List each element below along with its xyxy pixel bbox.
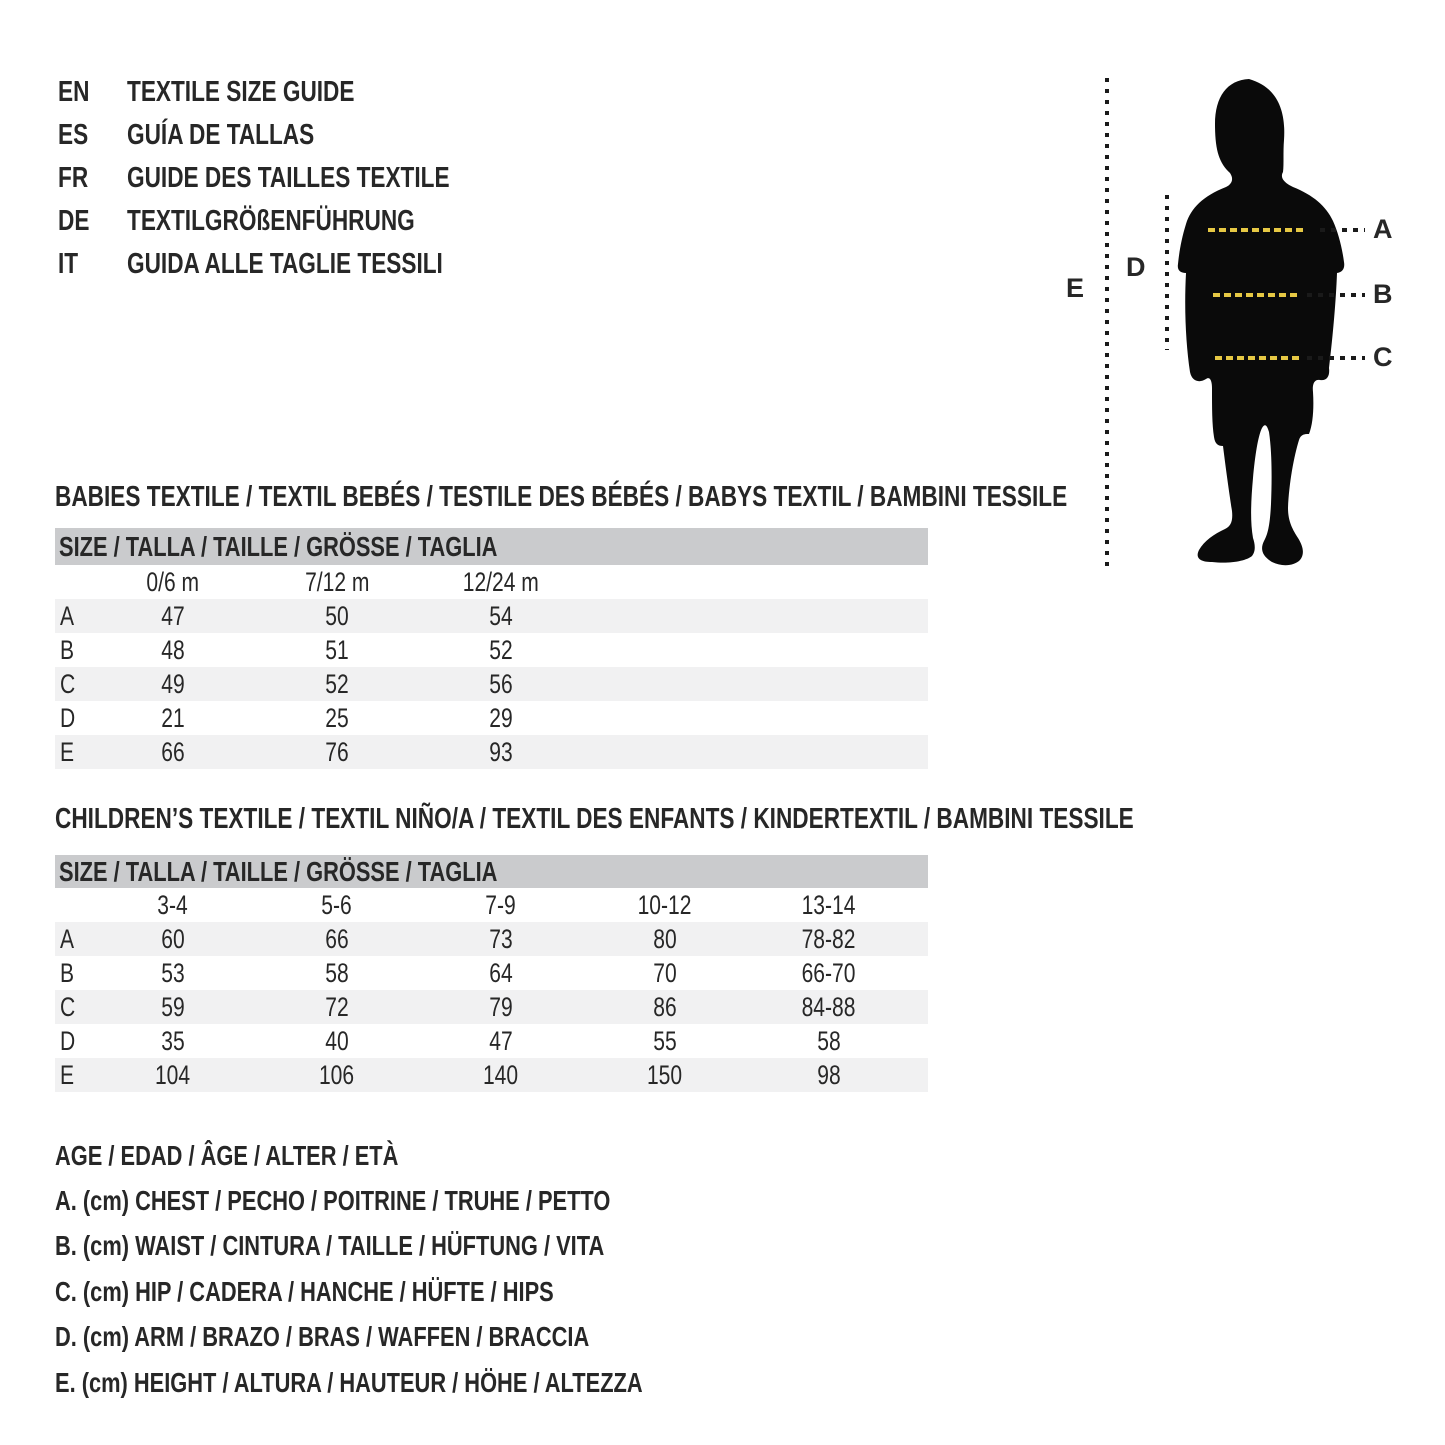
children-row-b: B 53 58 64 70 66-70 <box>60 957 856 988</box>
lang-row-de <box>58 200 541 243</box>
lang-row-es <box>58 114 541 157</box>
children-size-header-bar: SIZE / TALLA / TAILLE / GRÖSSE / TAGLIA <box>55 855 928 888</box>
children-size-table <box>55 855 928 1092</box>
lang-title-es: GUÍA DE TALLAS <box>127 119 315 151</box>
children-column-header-row <box>55 888 928 922</box>
children-section-title: CHILDREN’S TEXTILE / TEXTIL NIÑO/A / TEXTIL DES ENFANTS / KINDERTEXTIL / BAMBINI TESSILE <box>55 803 1134 835</box>
lang-row-en <box>58 71 541 114</box>
babies-row-a: A 47 50 54 <box>55 599 928 633</box>
legend-waist: B. (cm) WAIST / CINTURA / TAILLE / HÜFTUNG / VITA <box>55 1230 605 1262</box>
measure-label-b: B <box>1373 279 1393 309</box>
children-col-4: 13-14 <box>802 889 856 920</box>
lang-code-es: ES <box>58 119 89 151</box>
measurement-legend <box>55 1133 808 1405</box>
lang-title-de: TEXTILGRÖßENFÜHRUNG <box>127 205 415 237</box>
measure-label-e: E <box>1066 273 1085 303</box>
babies-col-1: 7/12 m <box>304 566 370 597</box>
legend-chest: A. (cm) CHEST / PECHO / POITRINE / TRUHE / PETTO <box>55 1185 611 1217</box>
lang-row-it <box>58 243 541 286</box>
lang-title-fr: GUIDE DES TAILLES TEXTILE <box>127 162 450 194</box>
language-title-block <box>58 71 541 286</box>
babies-col-2: 12/24 m <box>462 566 540 597</box>
babies-section-title: BABIES TEXTILE / TEXTIL BEBÉS / TESTILE DES BÉBÉS / BABYS TEXTIL / BAMBINI TESSILE <box>55 481 1068 513</box>
babies-row-b: B 48 51 52 <box>60 634 513 665</box>
babies-row-c: C 49 52 56 <box>55 667 928 701</box>
legend-height: E. (cm) HEIGHT / ALTURA / HAUTEUR / HÖHE / ALTEZZA <box>55 1366 643 1398</box>
babies-size-header-bar: SIZE / TALLA / TAILLE / GRÖSSE / TAGLIA <box>55 528 928 565</box>
lang-code-it: IT <box>58 248 79 280</box>
children-row-a: A 60 66 73 80 78-82 <box>55 922 928 956</box>
legend-arm: D. (cm) ARM / BRAZO / BRAS / WAFFEN / BRACCIA <box>55 1321 590 1353</box>
children-col-3: 10-12 <box>638 889 692 920</box>
lang-code-de: DE <box>58 205 90 237</box>
lang-row-fr <box>58 157 541 200</box>
legend-hip: C. (cm) HIP / CADERA / HANCHE / HÜFTE / HIPS <box>55 1275 554 1307</box>
babies-size-table <box>55 528 928 769</box>
legend-age: AGE / EDAD / ÂGE / ALTER / ETÀ <box>55 1139 399 1171</box>
children-col-2: 7-9 <box>485 889 517 920</box>
measure-label-a: A <box>1373 214 1393 244</box>
children-row-e: E 104 106 140 150 98 <box>55 1058 928 1092</box>
children-col-1: 5-6 <box>321 889 353 920</box>
babies-col-0: 0/6 m <box>146 566 200 597</box>
measure-label-c: C <box>1373 342 1393 372</box>
lang-code-en: EN <box>58 76 90 108</box>
children-row-d: D 35 40 47 55 58 <box>60 1025 841 1056</box>
babies-row-d: D 21 25 29 <box>60 702 513 733</box>
babies-column-header-row <box>55 565 928 599</box>
babies-row-e: E 66 76 93 <box>55 735 928 769</box>
measure-label-d: D <box>1126 252 1146 282</box>
lang-title-en: TEXTILE SIZE GUIDE <box>127 76 355 108</box>
children-col-0: 3-4 <box>157 889 189 920</box>
lang-code-fr: FR <box>58 162 89 194</box>
children-row-c: C 59 72 79 86 84-88 <box>55 990 928 1024</box>
lang-title-it: GUIDA ALLE TAGLIE TESSILI <box>127 248 443 280</box>
